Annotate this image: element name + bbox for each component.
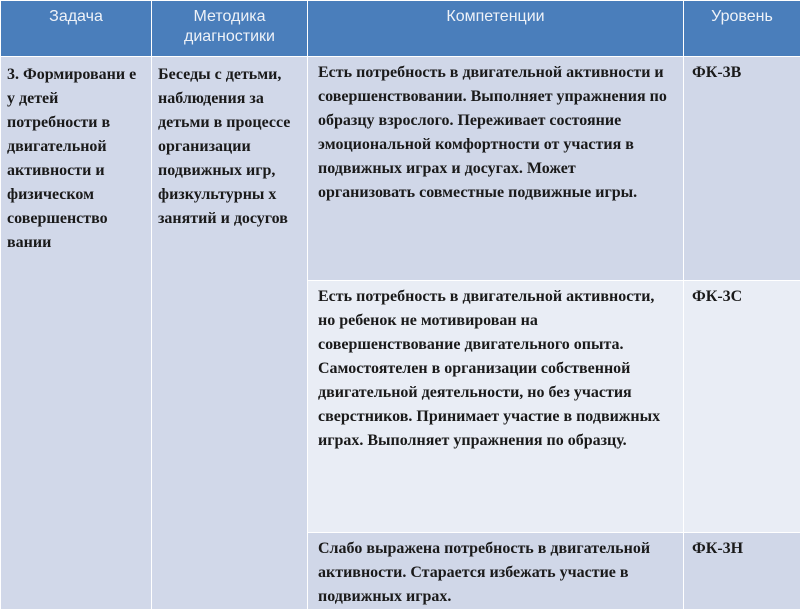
header-row [1,1,800,57]
level-cell: ФК-3Н [684,533,800,610]
competency-cell: Слабо выражена потребность в двигательной активности. Старается избежать участие в подвижных играх. [308,533,684,610]
competency-cell: Есть потребность в двигательной активности и совершенствовании. Выполняет упражнения по образцу взрослого. Переживает состояние эмоциональной комфортности от участия в подвижных играх и досугах. Может организовать совместные подвижные игры. [308,57,684,281]
level-cell: ФК-3В [684,57,800,281]
header-task: Задача [1,1,152,57]
method-cell: Беседы с детьми, наблюдения за детьми в процессе организации подвижных игр, физкультурны х занятий и досугов [152,57,308,610]
task-cell: 3. Формировани е у детей потребности в двигательной активности и физическом совершенство вании [1,57,152,610]
header-competencies: Компетенции [308,1,684,57]
competency-cell: Есть потребность в двигательной активности, но ребенок не мотивирован на совершенствование двигательного опыта. Самостоятелен в организации собственной двигательной деятельности, но без участия сверстников. Принимает участие в подвижных играх. Выполняет упражнения по образцу. [308,281,684,533]
level-cell: ФК-3С [684,281,800,533]
header-method: Методика диагностики [152,1,308,57]
header-level: Уровень [684,1,800,57]
table-row [1,57,800,281]
